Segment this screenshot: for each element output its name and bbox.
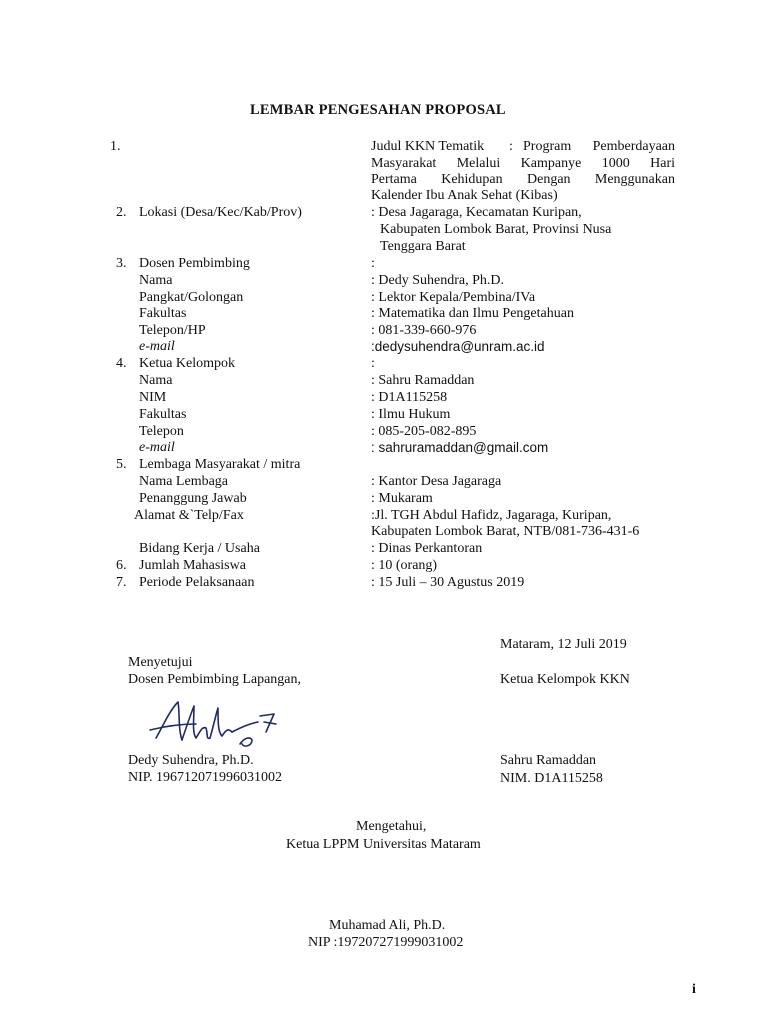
ketua-label: Ketua Kelompok bbox=[139, 356, 236, 371]
bidang-label: Bidang Kerja / Usaha bbox=[139, 541, 260, 556]
lembaga-nama-value: : Kantor Desa Jagaraga bbox=[371, 474, 502, 489]
ketua-fakultas-label: Fakultas bbox=[139, 407, 187, 422]
acknowledge-line2: Ketua LPPM Universitas Mataram bbox=[286, 837, 481, 852]
bidang-value: : Dinas Perkantoran bbox=[371, 541, 483, 556]
jumlah-label: Jumlah Mahasiswa bbox=[139, 558, 246, 573]
lokasi-label: Lokasi (Desa/Kec/Kab/Prov) bbox=[139, 205, 302, 220]
lembaga-pj-value: : Mukaram bbox=[371, 491, 433, 506]
ketua-email-value: : sahruramaddan@gmail.com bbox=[371, 440, 549, 455]
periode-label: Periode Pelaksanaan bbox=[139, 575, 255, 590]
place-date: Mataram, 12 Juli 2019 bbox=[500, 637, 627, 652]
item-number-5: 5. bbox=[116, 457, 127, 472]
mid-signer-nip: NIP :197207271999031002 bbox=[308, 935, 464, 950]
jumlah-value: : 10 (orang) bbox=[371, 558, 438, 573]
page-title: LEMBAR PENGESAHAN PROPOSAL bbox=[250, 102, 506, 118]
lembaga-alamat-value-line1: :Jl. TGH Abdul Hafidz, Jagaraga, Kuripan, bbox=[371, 508, 612, 523]
dosen-telepon-value: : 081-339-660-976 bbox=[371, 323, 477, 338]
ketua-fakultas-value: : Ilmu Hukum bbox=[371, 407, 451, 422]
dosen-fakultas-value: : Matematika dan Ilmu Pengetahuan bbox=[371, 306, 574, 321]
left-signer-nip: NIP. 196712071996031002 bbox=[128, 770, 283, 785]
ketua-nama-label: Nama bbox=[139, 373, 173, 388]
ketua-telepon-label: Telepon bbox=[139, 424, 184, 439]
mid-signer-name: Muhamad Ali, Ph.D. bbox=[329, 918, 446, 933]
right-signer-name: Sahru Ramaddan bbox=[500, 753, 597, 768]
lokasi-value-line1: : Desa Jagaraga, Kecamatan Kuripan, bbox=[371, 205, 582, 220]
lokasi-value-line3: Tenggara Barat bbox=[380, 239, 466, 254]
page-number: i bbox=[692, 982, 696, 997]
dosen-nama-value: : Dedy Suhendra, Ph.D. bbox=[371, 273, 504, 288]
ketua-telepon-value: : 085-205-082-895 bbox=[371, 424, 477, 439]
dosen-email-label: e-mail bbox=[139, 339, 175, 354]
left-signer-name: Dedy Suhendra, Ph.D. bbox=[128, 753, 254, 768]
right-signer-nim: NIM. D1A115258 bbox=[500, 771, 603, 786]
dosen-colon: : bbox=[371, 256, 375, 271]
lembaga-alamat-label: Alamat &`Telp/Fax bbox=[134, 508, 244, 523]
periode-value: : 15 Juli – 30 Agustus 2019 bbox=[371, 575, 525, 590]
item-number-7: 7. bbox=[116, 575, 127, 590]
ketua-nim-value: : D1A115258 bbox=[371, 390, 448, 405]
right-role: Ketua Kelompok KKN bbox=[500, 672, 630, 687]
dosen-pangkat-label: Pangkat/Golongan bbox=[139, 290, 244, 305]
item-number-1: 1. bbox=[110, 139, 121, 154]
ketua-nim-label: NIM bbox=[139, 390, 167, 405]
ketua-colon: : bbox=[371, 356, 375, 371]
item-number-4: 4. bbox=[116, 356, 127, 371]
judul-label: Judul KKN Tematik bbox=[371, 139, 485, 154]
item-number-6: 6. bbox=[116, 558, 127, 573]
dosen-pangkat-value: : Lektor Kepala/Pembina/IVa bbox=[371, 290, 536, 305]
acknowledge-line1: Mengetahui, bbox=[356, 819, 427, 834]
judul-value-line4: Kalender Ibu Anak Sehat (Kibas) bbox=[371, 188, 558, 203]
judul-value-line1: Program Pemberdayaan bbox=[523, 139, 675, 154]
ketua-nama-value: : Sahru Ramaddan bbox=[371, 373, 475, 388]
lembaga-nama-label: Nama Lembaga bbox=[139, 474, 229, 489]
lokasi-value-line2: Kabupaten Lombok Barat, Provinsi Nusa bbox=[380, 222, 612, 237]
dosen-email-value: :dedysuhendra@unram.ac.id bbox=[371, 339, 545, 354]
lembaga-alamat-value-line2: Kabupaten Lombok Barat, NTB/081-736-431-6 bbox=[371, 524, 640, 539]
dosen-fakultas-label: Fakultas bbox=[139, 306, 187, 321]
lembaga-pj-label: Penanggung Jawab bbox=[139, 491, 247, 506]
dosen-nama-label: Nama bbox=[139, 273, 173, 288]
approval-line1: Menyetujui bbox=[128, 655, 193, 670]
handwritten-signature bbox=[148, 694, 288, 754]
approval-line2: Dosen Pembimbing Lapangan, bbox=[128, 672, 302, 687]
ketua-email-label: e-mail bbox=[139, 440, 175, 455]
dosen-label: Dosen Pembimbing bbox=[139, 256, 250, 271]
item-number-2: 2. bbox=[116, 205, 127, 220]
lembaga-label: Lembaga Masyarakat / mitra bbox=[139, 457, 301, 472]
dosen-telepon-label: Telepon/HP bbox=[139, 323, 206, 338]
judul-value-line3: Pertama Kehidupan Dengan Menggunakan bbox=[371, 172, 675, 187]
judul-colon: : bbox=[509, 139, 513, 154]
judul-value-line2: Masyarakat Melalui Kampanye 1000 Hari bbox=[371, 156, 675, 171]
item-number-3: 3. bbox=[116, 256, 127, 271]
